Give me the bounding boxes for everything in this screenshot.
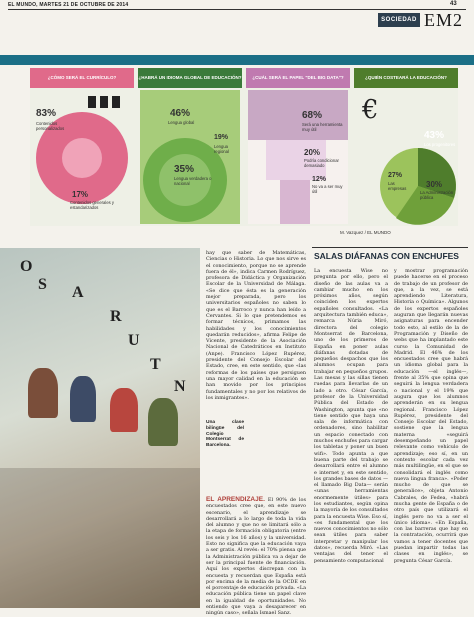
page-number: 43 [450,1,457,7]
sidebar-headline: SALAS DIÁFANAS CON ENCHUFES [314,251,459,261]
student-figure [70,376,96,422]
photo-caption: Una clase bilingüe del Colegio Montserrat de Barcelona. [206,420,244,449]
pct-condition: 20% [304,148,321,157]
bigdata-chart [248,90,348,224]
label-personalized: Contenidos personalizados [36,121,65,131]
wall-letter: U [128,332,140,349]
supplement-logo: EM2 [424,10,463,30]
header-rule [8,9,466,10]
panel-curriculum [30,68,134,226]
wall-letter: R [110,308,122,325]
panel-title: ¿QUIÉN COSTEARÁ LA EDUCACIÓN? [354,68,458,88]
floor-shadow [0,468,200,608]
article-section-2-body: El 90% de los encuestados cree que, en este nuevo escenario, el aprendizaje se desarrollará a lo largo de toda la vida del alumno y que no se limitará sólo a la etapa de formación obligatoria (entre los seis y los 16 años) y la universidad. Esto no significa que la educación vaya a ser gratis. Al revés: el 70% piensa que la Administración pública va a dejar de ser la principal fuente de financiación. Aquí los expertos discrepan con la encuesta y recuerdan que España está por encima de la media de la OCDE en el porcentaje de educación privada. «La educación pública tiene un papel clave en la igualdad de oportunidades. No entiendo que vaya a desaparecer en ningún caso», señala Ismael Sanz. [206,497,306,617]
sidebar-column-b: y mostrar programación puede hacerse en el proceso de trabajo de un profesor de que, a la vez, se está aprendiendo Literatura, Historia o Química». Algunos de los expertos españoles auguran que llegarán nuevas asignaturas para encender todo esto, al estilo de la de Programación y Diseño de webs que ha implantado este curso la Comunidad de Madrid. El 46% de los encuestados cree que habrá un idioma global para la educación —el inglés—, frente al 35% que opina que seguirá la lengua verdadera o nacional y el 19% que augura que los alumnos aprenderán en su lengua regional. Francisco López Rupérez, presidente del Consejo Escolar del Estado, sostiene que la lengua materna «seguirá desempeñando un papel relevante como vehículo de aprendizaje; eso sí, en un contexto escolar cada vez más multilingüe, en el que se consolidará el inglés como nueva lingua franca». «Poder mucho de que se generalice», objeta Antonio Cabrales, de Fedea, «habrá mucha gente de España o de otro país que utilizará el inglés pero no va a ser el único idioma». «En España, con las barreras que hay en la contratación, ocurrirá que vamos a tener docentes que puedan impartir todas las clases en inglés», se pregunta César García. [394,268,468,564]
subhead: EL APRENDIZAJE. [206,496,265,503]
label-useful: Será una herramienta muy útil [302,122,343,132]
funding-chart [356,90,456,224]
wall-letter: O [20,258,33,275]
label-companies: Las empresas [388,181,407,191]
pct-admin: 30% [426,180,443,189]
article-column-1-cont [246,420,306,492]
pct-general: 17% [72,190,89,199]
label-regional: Lengua regional [214,144,229,154]
wall-letter: N [174,378,186,395]
sidebar-rule [312,247,468,248]
panel-language [138,68,242,226]
label-general: Contenidos generales y estandarizados [70,200,114,210]
panel-bigdata [246,68,350,226]
wall-letter: T [150,356,161,373]
pct-regional: 19% [214,134,229,141]
label-parents: Los progenitores [424,142,456,147]
pct-companies: 27% [388,172,403,179]
infographic [30,68,458,226]
panel-title: ¿HABRÁ UN IDIOMA GLOBAL DE EDUCACIÓN? [138,68,242,88]
teal-band [0,55,474,65]
label-notuseful: No va a ser muy útil [312,184,343,194]
classroom-photo [0,248,200,608]
wall-letter: S [38,276,47,293]
article-column-1: hay que saber de Matemáticas, Ciencias o Historia. Lo que nos sirve es el conocimiento, porque no se aprende fuera de él», indica Carmen Rodríguez, profesora de Didáctica y Organización Escolar de la Universidad de Málaga. «Se dice que ésta es la generación mejor preparada, pero los universitarios españoles no saben lo que es el Barroco y nunca han leído a Cervantes. Si lo que pretendemos es formar técnicos, primamos las habilidades y los conocimientos quedarán reducidos», afirma Felipe de Vicente, presidente de la Asociación Nacional de Catedráticos en Instituto (Anpe). Francisco López Rupérez, presidente del Consejo Escolar del Estado, cree, en este sentido, que «las reformas de los países que persiguen una mayor calidad en la educación se han movido por los principios fundamentales y no por los relativos de los inmigrantes». [206,250,306,401]
panel-funding [354,68,458,226]
pct-useful: 68% [302,110,323,121]
pct-national: 35% [174,164,195,175]
section-label: SOCIEDAD [378,13,420,27]
graphic-credit: M. Vazquez / EL MUNDO [340,230,391,235]
student-figure [148,398,178,446]
pct-parents: 43% [424,130,445,141]
pct-global: 46% [170,108,191,119]
student-figure [110,388,138,432]
pct-notuseful: 12% [312,176,327,183]
wall-letter: A [72,284,84,301]
dateline: EL MUNDO, MARTES 21 DE OCTUBRE DE 2014 [8,2,129,8]
pct-personalized: 83% [36,108,57,119]
article-section-2 [206,496,306,617]
sidebar-column-a: La encuesta Wise no pregunta por ello, pero el diseño de las aulas va a cambiar mucho en los próximos años, según coinciden los expertos españoles consultados. «La arquitectura también educa», remarca Núria Miró, directora del colegio Montserrat de Barcelona, uno de los primeros de España en poner aulas diáfanas dotadas de pequeños despachos que los alumnos ocupan para trabajar en pequeños grupos. Las mesas y las sillas tienen ruedas para llevarlas de un lado a otro. César García, profesor de la Universidad Pública del Estado de Washington, apunta que «no tiene sentido que haya una sala de informática con ordenadores, sino habilitar un espacio conectado con muchos enchufes para cargar los tabletas y poner un buen wifi». Todo apunta a que buena parte del trabajo se desarrollará entre el alumno e internet y, en este sentido, los grandes bases de datos —el llamado Big Data— serán «unas herramientas enormemente útiles» para los estudiantes, según opina la mayoría de los consultados para la encuesta Wise. Eso sí, «es fundamental que los nuevos conocimientos no sólo sean útiles para saber interpretar y manipular los datos», recuerda Miró. «Las ventajas del tener el pensamiento computacional [314,268,388,564]
student-figure [28,368,58,418]
label-admin: La Administración pública [420,190,454,200]
label-national: Lengua verdadera o nacional [174,176,212,186]
panel-title: ¿CUÁL SERÁ EL PAPEL "DEL BIG DATA"? [246,68,350,88]
euro-icon: € [362,95,379,125]
panel-title: ¿CÓMO SERÁ EL CURRÍCULO? [30,68,134,88]
label-global: Lengua global [168,120,195,125]
label-condition: Podría condicionar demasiado [304,158,339,168]
